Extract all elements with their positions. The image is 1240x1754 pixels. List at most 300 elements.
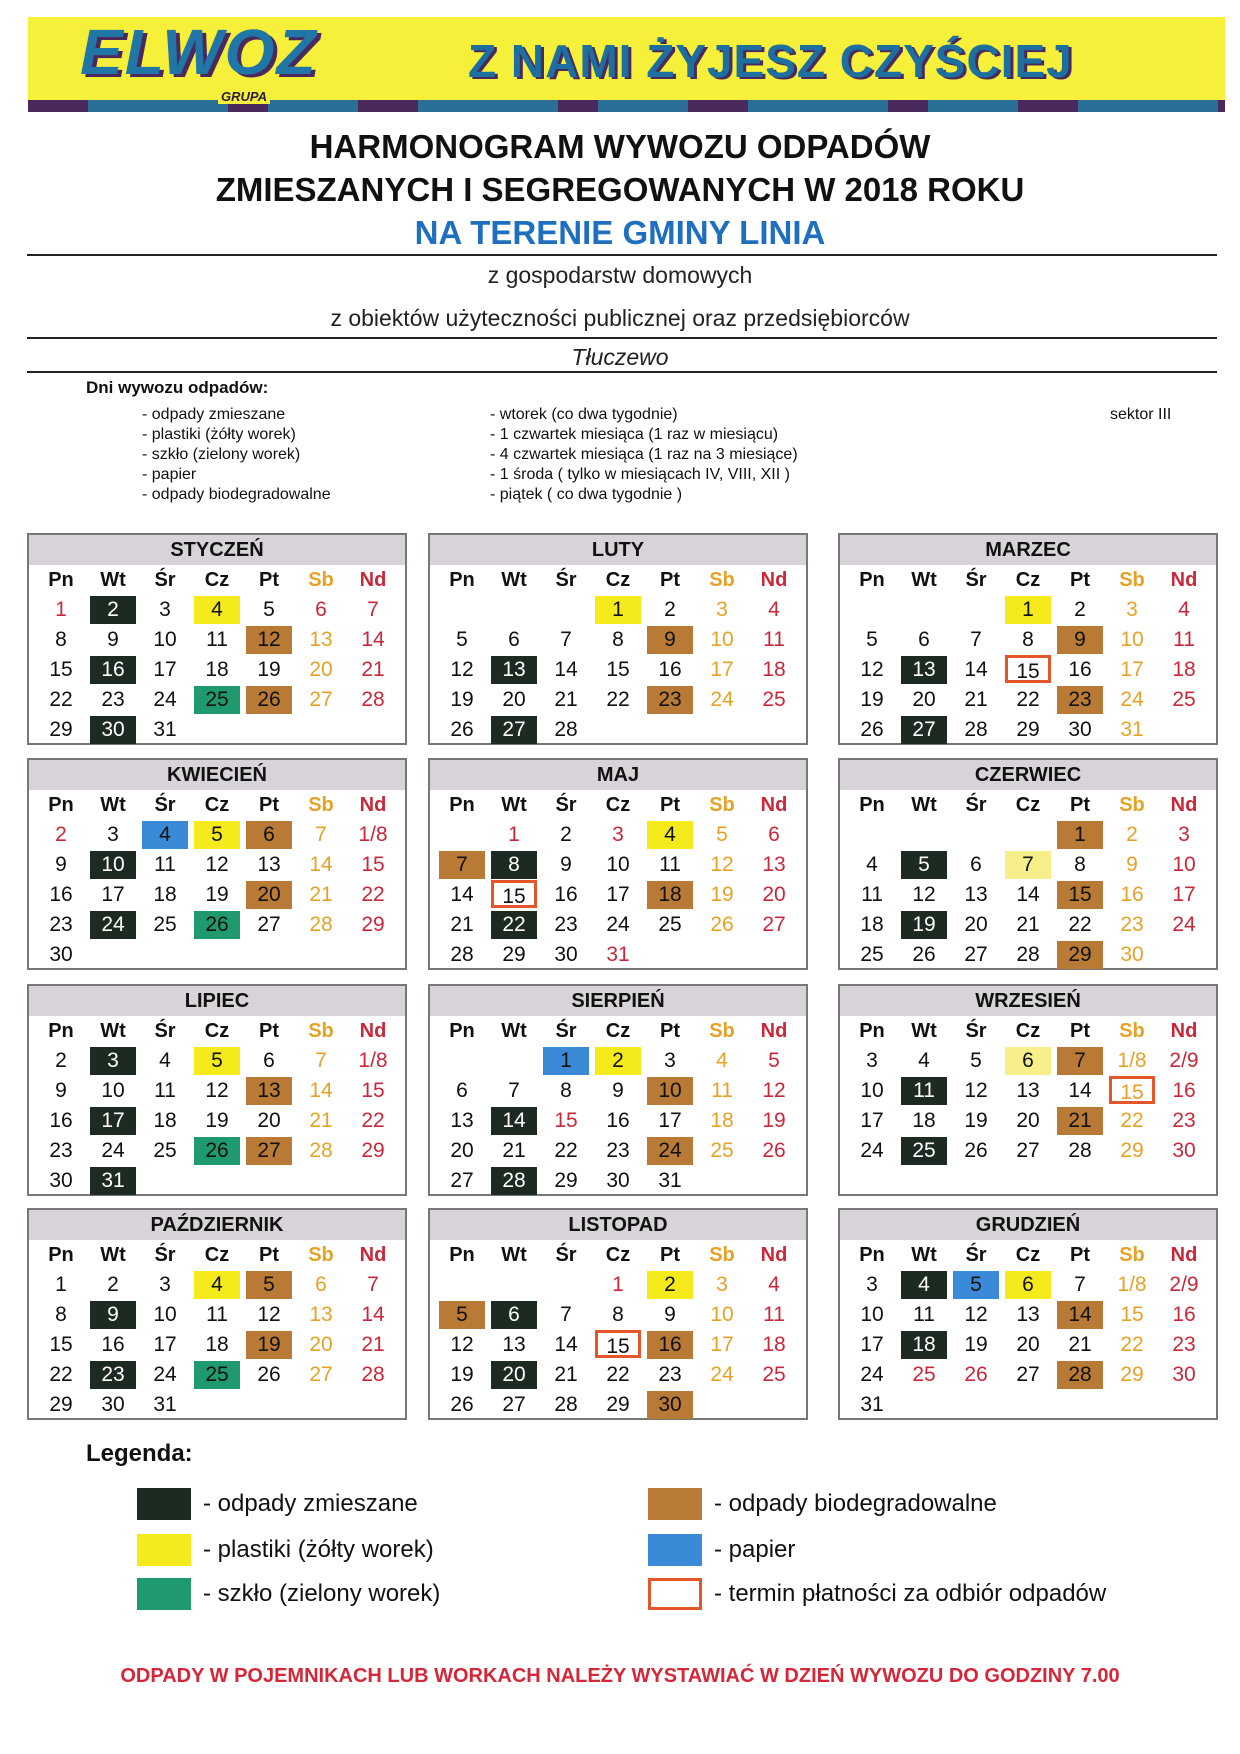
- day-cell: [950, 1360, 1002, 1390]
- day-number: 25: [912, 1363, 936, 1386]
- day-number: 17: [860, 1333, 884, 1356]
- day-cell: [748, 820, 800, 850]
- day-number: 22: [606, 688, 630, 711]
- day-number: 4: [159, 1049, 171, 1072]
- day-cell: [191, 685, 243, 715]
- day-number: 5: [194, 1047, 240, 1075]
- day-cell: [1054, 1360, 1106, 1390]
- day-number: 6: [456, 1079, 468, 1102]
- day-cell: [696, 880, 748, 910]
- weekday-label: Wt: [911, 1244, 937, 1266]
- day-number: 11: [763, 1303, 785, 1326]
- day-number: 30: [647, 1391, 693, 1419]
- day-cell: [139, 715, 191, 745]
- weekday-label: Nd: [359, 1020, 387, 1042]
- day-number: 31: [153, 1393, 177, 1416]
- month-calendar: [838, 984, 1218, 1196]
- day-cell: [592, 850, 644, 880]
- day-cell: [139, 820, 191, 850]
- day-cell: [488, 685, 540, 715]
- day-number: 9: [664, 1303, 676, 1326]
- empty-cell: [644, 715, 696, 745]
- day-cell: [846, 850, 898, 880]
- day-number: 17: [710, 1333, 734, 1356]
- day-cell: [950, 1300, 1002, 1330]
- waste-type: - szkło (zielony worek): [142, 446, 301, 463]
- day-cell: [950, 880, 1002, 910]
- empty-cell: [488, 1270, 540, 1300]
- day-cell: [846, 685, 898, 715]
- day-number: 14: [1068, 1079, 1092, 1102]
- day-number: 8: [491, 851, 537, 879]
- day-cell: [1054, 880, 1106, 910]
- day-number: 4: [768, 1273, 780, 1296]
- day-cell: [243, 1136, 295, 1166]
- empty-cell: [1106, 1390, 1158, 1420]
- day-cell: [1158, 685, 1210, 715]
- day-number: 15: [595, 1330, 641, 1358]
- day-cell: [898, 1076, 950, 1106]
- day-number: 13: [450, 1109, 474, 1132]
- day-number: 26: [964, 1363, 988, 1386]
- weekday-label: Nd: [1170, 1020, 1198, 1042]
- day-cell: [898, 685, 950, 715]
- waste-type: - odpady biodegradowalne: [142, 486, 331, 503]
- waste-type: - odpady zmieszane: [142, 406, 286, 423]
- day-cell: [748, 880, 800, 910]
- day-cell: [139, 850, 191, 880]
- month-name: MAJ: [430, 760, 806, 790]
- weekday-label: Śr: [555, 1244, 577, 1266]
- day-cell: [35, 1390, 87, 1420]
- day-cell: [696, 1106, 748, 1136]
- day-number: 26: [246, 686, 292, 714]
- month-calendar: [27, 1208, 407, 1420]
- day-cell: [1106, 1136, 1158, 1166]
- day-cell: [696, 685, 748, 715]
- day-number: 25: [762, 1363, 786, 1386]
- day-cell: [295, 685, 347, 715]
- empty-cell: [1158, 940, 1210, 970]
- weekday-label: Sb: [709, 1244, 735, 1266]
- empty-cell: [243, 1166, 295, 1196]
- legend-label: - szkło (zielony worek): [203, 1580, 441, 1607]
- day-number: 22: [49, 688, 73, 711]
- weekday-label: Wt: [100, 1244, 126, 1266]
- day-cell: [1106, 625, 1158, 655]
- day-number: 3: [866, 1049, 878, 1072]
- day-number: 1: [1057, 821, 1103, 849]
- day-number: 11: [659, 853, 681, 876]
- day-cell: [748, 1106, 800, 1136]
- weekday-label: Cz: [204, 1020, 230, 1042]
- day-number: 19: [710, 883, 734, 906]
- day-cell: [87, 1046, 139, 1076]
- day-cell: [191, 1076, 243, 1106]
- day-cell: [191, 595, 243, 625]
- day-cell: [87, 1300, 139, 1330]
- day-number: 2/9: [1169, 1273, 1199, 1296]
- day-number: 28: [554, 1393, 578, 1416]
- weekday-label: Pn: [449, 1020, 475, 1042]
- day-number: 25: [194, 686, 240, 714]
- legend-swatch: [137, 1534, 191, 1566]
- day-number: 1/8: [1117, 1273, 1147, 1296]
- weekday-label: Śr: [965, 569, 987, 591]
- day-number: 25: [901, 1137, 947, 1165]
- month-name: LISTOPAD: [430, 1210, 806, 1240]
- day-number: 11: [913, 1303, 935, 1326]
- day-number: 25: [194, 1361, 240, 1389]
- day-cell: [1002, 715, 1054, 745]
- day-number: 27: [309, 688, 333, 711]
- day-number: 2: [647, 1271, 693, 1299]
- day-cell: [644, 1166, 696, 1196]
- day-number: 1/8: [358, 823, 388, 846]
- day-number: 7: [315, 1049, 327, 1072]
- collection-days-list: [490, 405, 798, 505]
- day-cell: [436, 1106, 488, 1136]
- empty-cell: [846, 820, 898, 850]
- day-cell: [1106, 850, 1158, 880]
- day-cell: [488, 820, 540, 850]
- empty-cell: [347, 940, 399, 970]
- weekday-label: Pn: [859, 569, 885, 591]
- day-cell: [950, 1270, 1002, 1300]
- month-calendar: [838, 758, 1218, 970]
- day-number: 21: [450, 913, 474, 936]
- empty-cell: [191, 1390, 243, 1420]
- day-number: 18: [1172, 658, 1196, 681]
- day-cell: [1002, 880, 1054, 910]
- day-cell: [347, 1330, 399, 1360]
- empty-cell: [347, 1166, 399, 1196]
- empty-cell: [295, 1390, 347, 1420]
- day-number: 22: [606, 1363, 630, 1386]
- day-cell: [347, 1106, 399, 1136]
- legend-item: [648, 1534, 795, 1566]
- day-cell: [243, 910, 295, 940]
- weekday-label: Sb: [1119, 794, 1145, 816]
- day-cell: [696, 850, 748, 880]
- day-cell: [696, 595, 748, 625]
- day-number: 16: [101, 1333, 125, 1356]
- day-cell: [243, 1046, 295, 1076]
- day-number: 6: [263, 1049, 275, 1072]
- day-number: 19: [257, 658, 281, 681]
- day-cell: [950, 715, 1002, 745]
- day-cell: [592, 1300, 644, 1330]
- day-cell: [1158, 910, 1210, 940]
- day-cell: [540, 655, 592, 685]
- day-cell: [540, 685, 592, 715]
- day-cell: [846, 1300, 898, 1330]
- day-number: 24: [153, 1363, 177, 1386]
- day-cell: [488, 715, 540, 745]
- day-number: 10: [710, 628, 734, 651]
- day-number: 3: [107, 823, 119, 846]
- day-cell: [540, 1136, 592, 1166]
- day-number: 13: [246, 1077, 292, 1105]
- day-cell: [1106, 910, 1158, 940]
- day-number: 2: [90, 596, 136, 624]
- day-number: 5: [716, 823, 728, 846]
- month-name: SIERPIEŃ: [430, 986, 806, 1016]
- day-number: 14: [309, 1079, 333, 1102]
- day-cell: [644, 1270, 696, 1300]
- day-cell: [191, 850, 243, 880]
- day-number: 15: [361, 1079, 385, 1102]
- day-number: 6: [508, 628, 520, 651]
- day-cell: [191, 1136, 243, 1166]
- day-number: 23: [658, 1363, 682, 1386]
- day-cell: [347, 1360, 399, 1390]
- weekday-label: Śr: [555, 569, 577, 591]
- weekday-label: Sb: [1119, 1020, 1145, 1042]
- month-calendar: [27, 758, 407, 970]
- day-number: 11: [711, 1079, 733, 1102]
- day-number: 1: [55, 598, 67, 621]
- day-number: 10: [647, 1077, 693, 1105]
- day-cell: [87, 625, 139, 655]
- empty-cell: [950, 820, 1002, 850]
- day-cell: [243, 595, 295, 625]
- day-cell: [295, 655, 347, 685]
- day-cell: [1158, 1330, 1210, 1360]
- day-cell: [1158, 625, 1210, 655]
- day-number: 15: [49, 1333, 73, 1356]
- day-number: 14: [491, 1107, 537, 1135]
- day-number: 28: [361, 688, 385, 711]
- day-number: 13: [491, 656, 537, 684]
- schedule-heading: Dni wywozu odpadów:: [86, 378, 269, 397]
- sector-label: sektor III: [1110, 406, 1172, 423]
- day-cell: [1054, 1270, 1106, 1300]
- day-number: 16: [647, 1331, 693, 1359]
- empty-cell: [139, 940, 191, 970]
- day-number: 28: [554, 718, 578, 741]
- day-number: 4: [142, 821, 188, 849]
- day-cell: [846, 910, 898, 940]
- weekday-label: Cz: [605, 1020, 631, 1042]
- day-cell: [846, 1390, 898, 1420]
- weekday-label: Sb: [709, 794, 735, 816]
- weekday-label: Pt: [259, 1244, 279, 1266]
- day-cell: [644, 850, 696, 880]
- day-cell: [898, 625, 950, 655]
- day-number: 19: [901, 911, 947, 939]
- day-number: 29: [606, 1393, 630, 1416]
- day-cell: [644, 1076, 696, 1106]
- day-cell: [1106, 1046, 1158, 1076]
- empty-cell: [436, 1046, 488, 1076]
- day-number: 2: [664, 598, 676, 621]
- day-number: 22: [49, 1363, 73, 1386]
- day-number: 22: [1016, 688, 1040, 711]
- day-number: 17: [101, 883, 125, 906]
- day-cell: [540, 1330, 592, 1360]
- month-name: LIPIEC: [29, 986, 405, 1016]
- day-number: 31: [658, 1169, 682, 1192]
- day-number: 1: [543, 1047, 589, 1075]
- day-cell: [696, 1300, 748, 1330]
- day-cell: [696, 1046, 748, 1076]
- legend-label: - termin płatności za odbiór odpadów: [714, 1580, 1107, 1607]
- header-banner: [28, 17, 1225, 112]
- weekday-label: Nd: [1170, 569, 1198, 591]
- day-number: 6: [970, 853, 982, 876]
- day-number: 26: [450, 718, 474, 741]
- day-number: 26: [450, 1393, 474, 1416]
- day-number: 15: [491, 880, 537, 908]
- day-number: 24: [1120, 688, 1144, 711]
- day-number: 24: [860, 1363, 884, 1386]
- day-cell: [191, 1360, 243, 1390]
- weekday-label: Śr: [154, 794, 176, 816]
- empty-cell: [87, 940, 139, 970]
- day-number: 12: [762, 1079, 786, 1102]
- day-cell: [950, 1046, 1002, 1076]
- title-line1: HARMONOGRAM WYWOZU ODPADÓW: [309, 128, 931, 165]
- empty-cell: [347, 715, 399, 745]
- weekday-label: Pn: [859, 794, 885, 816]
- day-number: 22: [361, 1109, 385, 1132]
- day-number: 30: [1068, 718, 1092, 741]
- day-number: 26: [710, 913, 734, 936]
- day-cell: [87, 1390, 139, 1420]
- day-cell: [1054, 850, 1106, 880]
- day-cell: [748, 1076, 800, 1106]
- day-cell: [243, 1076, 295, 1106]
- day-number: 2: [55, 823, 67, 846]
- day-cell: [35, 910, 87, 940]
- day-cell: [950, 1076, 1002, 1106]
- day-cell: [347, 880, 399, 910]
- day-number: 20: [1016, 1109, 1040, 1132]
- legend-item: [648, 1488, 997, 1520]
- weekday-label: Pt: [660, 1244, 680, 1266]
- weekday-label: Wt: [501, 569, 527, 591]
- day-number: 27: [450, 1169, 474, 1192]
- empty-cell: [950, 1390, 1002, 1420]
- legend-label: - papier: [714, 1536, 796, 1563]
- legend-label: - odpady zmieszane: [203, 1490, 418, 1517]
- day-number: 24: [606, 913, 630, 936]
- day-number: 23: [647, 686, 693, 714]
- weekday-label: Wt: [501, 794, 527, 816]
- day-number: 21: [309, 883, 333, 906]
- day-cell: [139, 685, 191, 715]
- day-cell: [1106, 655, 1158, 685]
- day-cell: [748, 850, 800, 880]
- day-number: 20: [762, 883, 786, 906]
- day-number: 23: [606, 1139, 630, 1162]
- day-number: 7: [367, 1273, 379, 1296]
- day-cell: [436, 1360, 488, 1390]
- day-number: 24: [1172, 913, 1196, 936]
- day-number: 9: [107, 628, 119, 651]
- day-number: 30: [606, 1169, 630, 1192]
- legend-label: - plastiki (żółty worek): [203, 1536, 434, 1563]
- day-cell: [846, 1076, 898, 1106]
- day-cell: [1054, 1330, 1106, 1360]
- day-cell: [295, 1076, 347, 1106]
- day-cell: [950, 1136, 1002, 1166]
- day-number: 13: [1016, 1079, 1040, 1102]
- empty-cell: [436, 595, 488, 625]
- day-number: 26: [194, 1137, 240, 1165]
- day-cell: [696, 1270, 748, 1300]
- empty-cell: [243, 1390, 295, 1420]
- subtitle-line1: z gospodarstw domowych: [487, 262, 753, 288]
- day-number: 16: [1068, 658, 1092, 681]
- divider: [27, 371, 1217, 373]
- day-cell: [644, 880, 696, 910]
- footer-notice: ODPADY W POJEMNIKACH LUB WORKACH NALEŻY WYSTAWIAĆ W DZIEŃ WYWOZU DO GODZINY 7.00: [120, 1665, 1120, 1687]
- day-cell: [35, 655, 87, 685]
- day-cell: [347, 1046, 399, 1076]
- month-name: MARZEC: [840, 535, 1216, 565]
- day-cell: [87, 1330, 139, 1360]
- day-number: 7: [1005, 851, 1051, 879]
- day-number: 21: [554, 688, 578, 711]
- day-cell: [436, 655, 488, 685]
- day-number: 13: [502, 1333, 526, 1356]
- day-number: 23: [1120, 913, 1144, 936]
- legend-title: Legenda:: [86, 1440, 193, 1467]
- day-number: 23: [49, 1139, 73, 1162]
- day-cell: [35, 715, 87, 745]
- day-number: 8: [612, 1303, 624, 1326]
- day-cell: [1158, 1136, 1210, 1166]
- day-number: 25: [153, 913, 177, 936]
- day-number: 7: [508, 1079, 520, 1102]
- day-number: 4: [194, 1271, 240, 1299]
- weekday-label: Pn: [449, 569, 475, 591]
- day-cell: [540, 1166, 592, 1196]
- day-number: 10: [860, 1079, 884, 1102]
- day-cell: [696, 1330, 748, 1360]
- month-name: WRZESIEŃ: [840, 986, 1216, 1016]
- logo-sub: GRUPA: [218, 89, 270, 104]
- day-number: 13: [762, 853, 786, 876]
- day-cell: [295, 1106, 347, 1136]
- day-number: 11: [154, 853, 176, 876]
- day-number: 18: [647, 881, 693, 909]
- day-number: 27: [964, 943, 988, 966]
- day-number: 29: [1016, 718, 1040, 741]
- day-cell: [1106, 685, 1158, 715]
- day-cell: [846, 1136, 898, 1166]
- day-cell: [592, 1360, 644, 1390]
- day-number: 29: [1120, 1363, 1144, 1386]
- day-number: 25: [658, 913, 682, 936]
- day-cell: [488, 1390, 540, 1420]
- title-line3: NA TERENIE GMINY LINIA: [414, 214, 826, 251]
- day-number: 29: [361, 913, 385, 936]
- day-cell: [295, 880, 347, 910]
- day-cell: [436, 940, 488, 970]
- divider: [27, 254, 1217, 256]
- day-number: 15: [1005, 655, 1051, 683]
- day-cell: [540, 880, 592, 910]
- day-cell: [139, 1106, 191, 1136]
- day-number: 10: [153, 1303, 177, 1326]
- weekday-label: Wt: [911, 569, 937, 591]
- day-cell: [436, 715, 488, 745]
- month-name: PAŹDZIERNIK: [29, 1210, 405, 1240]
- day-cell: [898, 655, 950, 685]
